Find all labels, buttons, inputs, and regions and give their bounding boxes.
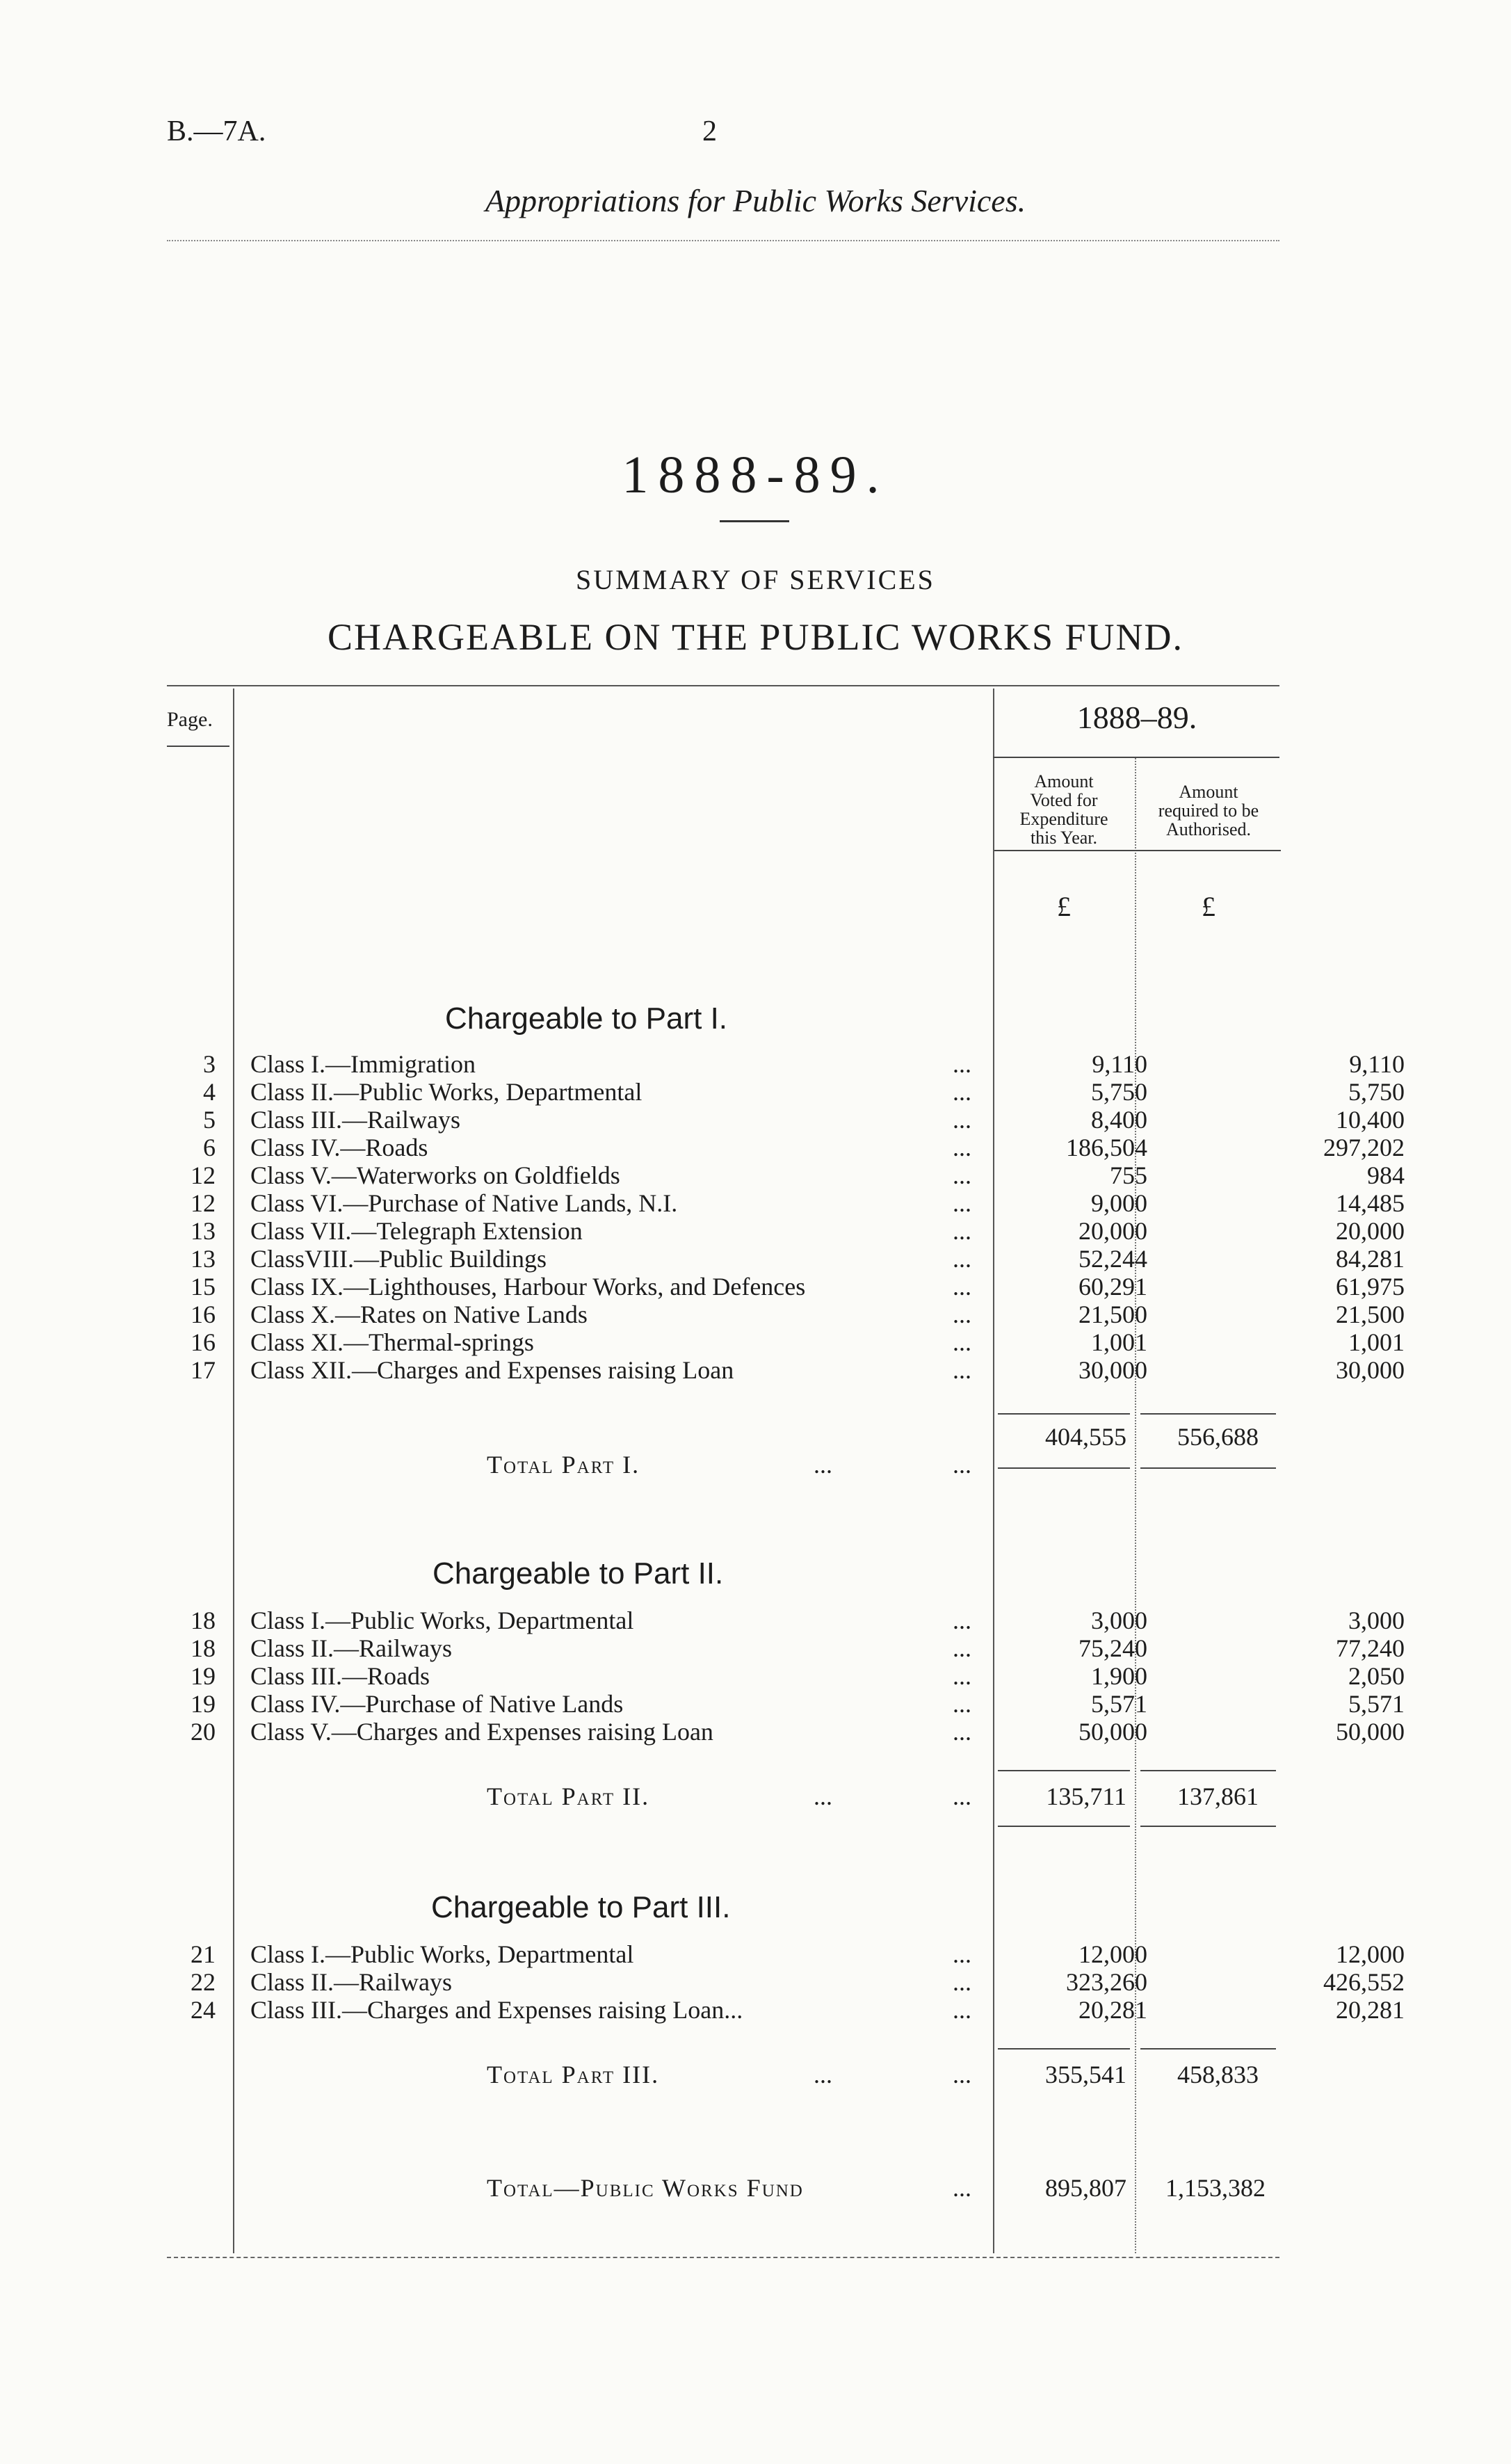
row-amount-required: 5,750: [1348, 1078, 1405, 1106]
row-description: Class IV.—Purchase of Native Lands: [250, 1690, 624, 1718]
part-2-total-underline-voted: [998, 1826, 1130, 1827]
part-1-heading: Chargeable to Part I.: [445, 1001, 728, 1036]
row-dot-leader: ...: [953, 1245, 971, 1273]
currency-symbol-required: £: [1202, 891, 1215, 922]
grand-total-label: Total—Public Works Fund: [487, 2174, 804, 2202]
row-amount-voted: 1,900: [1091, 1662, 1147, 1690]
table-row: [167, 1273, 1405, 1301]
part-1-total-label: Total Part I.: [487, 1451, 640, 1479]
row-dot-leader: ...: [953, 1356, 971, 1384]
table-row: [167, 1690, 1405, 1718]
part-2-total-label: Total Part II.: [487, 1782, 650, 1810]
row-description: Class III.—Charges and Expenses raising Loan...: [250, 1996, 743, 2024]
row-page-ref: 20: [191, 1718, 216, 1746]
grand-total-dots: ...: [953, 2174, 971, 2202]
row-dot-leader: ...: [953, 1662, 971, 1690]
part-1-sum-rule-voted: [998, 1413, 1130, 1415]
table-row: [167, 1217, 1405, 1245]
table-row: [167, 1718, 1405, 1746]
table-row: [167, 1662, 1405, 1690]
row-dot-leader: ...: [953, 1607, 971, 1634]
table-row: [167, 1189, 1405, 1217]
short-divider: [720, 520, 789, 522]
row-dot-leader: ...: [953, 1106, 971, 1134]
row-amount-required: 2,050: [1348, 1662, 1405, 1690]
table-row: [167, 1106, 1405, 1134]
table-row: [167, 1996, 1405, 2024]
row-description: Class VII.—Telegraph Extension: [250, 1217, 583, 1245]
row-amount-required: 61,975: [1336, 1273, 1405, 1301]
row-amount-voted: 5,750: [1091, 1078, 1147, 1106]
currency-symbol-voted: £: [1057, 891, 1071, 922]
part-2-total-required: 137,861: [1177, 1782, 1259, 1810]
row-page-ref: 19: [191, 1690, 216, 1718]
row-page-ref: 16: [191, 1301, 216, 1328]
row-page-ref: 18: [191, 1607, 216, 1634]
part-1-total-required: 556,688: [1177, 1423, 1259, 1451]
year-heading: 1888-89.: [622, 446, 889, 504]
row-amount-voted: 75,240: [1078, 1634, 1147, 1662]
part-1-total-dots-b: ...: [953, 1451, 971, 1479]
row-description: Class X.—Rates on Native Lands: [250, 1301, 588, 1328]
row-amount-required: 297,202: [1323, 1134, 1405, 1161]
row-description: Class II.—Public Works, Departmental: [250, 1078, 643, 1106]
table-top-rule: [167, 685, 1279, 686]
row-amount-required: 20,281: [1336, 1996, 1405, 2024]
row-dot-leader: ...: [953, 1217, 971, 1245]
row-dot-leader: ...: [953, 1189, 971, 1217]
row-amount-required: 14,485: [1336, 1189, 1405, 1217]
row-description: Class IV.—Roads: [250, 1134, 428, 1161]
part-2-total-underline-required: [1140, 1826, 1276, 1827]
part-1-total-underline-voted: [998, 1467, 1130, 1469]
row-amount-voted: 12,000: [1078, 1940, 1147, 1968]
row-description: Class I.—Immigration: [250, 1050, 476, 1078]
part-3-total-dots-b: ...: [953, 2061, 971, 2088]
row-page-ref: 6: [203, 1134, 216, 1161]
part-1-total-voted: 404,555: [1045, 1423, 1126, 1451]
part-1-sum-rule-required: [1140, 1413, 1276, 1415]
part-2-total-dots-b: ...: [953, 1782, 971, 1810]
row-page-ref: 17: [191, 1356, 216, 1384]
row-amount-voted: 755: [1110, 1161, 1147, 1189]
part-3-total-dots-a: ...: [814, 2061, 832, 2088]
row-page-ref: 18: [191, 1634, 216, 1662]
row-page-ref: 12: [191, 1189, 216, 1217]
table-row: [167, 1161, 1405, 1189]
row-amount-voted: 50,000: [1078, 1718, 1147, 1746]
row-dot-leader: ...: [953, 1273, 971, 1301]
row-amount-voted: 21,500: [1078, 1301, 1147, 1328]
voted-column-header: Amount Voted for Expenditure this Year.: [1019, 771, 1108, 848]
row-amount-required: 84,281: [1336, 1245, 1405, 1273]
row-dot-leader: ...: [953, 1134, 971, 1161]
part-2-heading: Chargeable to Part II.: [433, 1556, 724, 1591]
column-header-rule: [994, 850, 1281, 851]
part-1-total-dots-a: ...: [814, 1451, 832, 1479]
row-description: Class VI.—Purchase of Native Lands, N.I.: [250, 1189, 678, 1217]
row-amount-voted: 9,000: [1091, 1189, 1147, 1217]
row-description: Class II.—Railways: [250, 1634, 452, 1662]
year-column-header: 1888–89.: [1076, 700, 1197, 735]
row-amount-required: 10,400: [1336, 1106, 1405, 1134]
row-amount-required: 9,110: [1349, 1050, 1405, 1078]
row-page-ref: 3: [203, 1050, 216, 1078]
row-dot-leader: ...: [953, 1328, 971, 1356]
part-1-total-underline-required: [1140, 1467, 1276, 1469]
row-description: ClassVIII.—Public Buildings: [250, 1245, 547, 1273]
row-dot-leader: ...: [953, 1050, 971, 1078]
part-2-sum-rule-required: [1140, 1770, 1276, 1771]
amount-mid-divider: [1135, 758, 1136, 2253]
row-dot-leader: ...: [953, 1690, 971, 1718]
row-amount-voted: 9,110: [1092, 1050, 1147, 1078]
row-dot-leader: ...: [953, 1078, 971, 1106]
row-amount-required: 1,001: [1348, 1328, 1405, 1356]
row-dot-leader: ...: [953, 1968, 971, 1996]
part-2-total-dots-a: ...: [814, 1782, 832, 1810]
part-3-total-required: 458,833: [1177, 2061, 1259, 2088]
row-page-ref: 13: [191, 1217, 216, 1245]
year-header-rule: [993, 757, 1279, 758]
row-page-ref: 13: [191, 1245, 216, 1273]
row-amount-voted: 20,000: [1078, 1217, 1147, 1245]
table-row: [167, 1607, 1405, 1634]
row-amount-voted: 60,291: [1078, 1273, 1147, 1301]
row-dot-leader: ...: [953, 1940, 971, 1968]
table-row: [167, 1356, 1405, 1384]
table-row: [167, 1050, 1405, 1078]
row-amount-required: 21,500: [1336, 1301, 1405, 1328]
row-description: Class III.—Railways: [250, 1106, 460, 1134]
required-column-header: Amount required to be Authorised.: [1158, 782, 1259, 839]
row-page-ref: 24: [191, 1996, 216, 2024]
document-reference: B.—7A.: [167, 115, 266, 147]
table-row: [167, 1245, 1405, 1273]
row-amount-voted: 52,244: [1078, 1245, 1147, 1273]
table-row: [167, 1134, 1405, 1161]
row-amount-voted: 186,504: [1066, 1134, 1147, 1161]
row-amount-required: 20,000: [1336, 1217, 1405, 1245]
summary-heading: SUMMARY OF SERVICES: [576, 564, 935, 595]
part-3-sum-rule-voted: [998, 2048, 1130, 2050]
row-amount-voted: 323,260: [1066, 1968, 1147, 1996]
row-amount-required: 30,000: [1336, 1356, 1405, 1384]
row-dot-leader: ...: [953, 1161, 971, 1189]
row-description: Class I.—Public Works, Departmental: [250, 1607, 634, 1634]
row-amount-voted: 8,400: [1091, 1106, 1147, 1134]
row-amount-required: 984: [1367, 1161, 1405, 1189]
part-3-total-label: Total Part III.: [487, 2061, 660, 2088]
row-dot-leader: ...: [953, 1996, 971, 2024]
row-page-ref: 15: [191, 1273, 216, 1301]
row-description: Class V.—Charges and Expenses raising Loan: [250, 1718, 713, 1746]
row-description: Class IX.—Lighthouses, Harbour Works, and Defences: [250, 1273, 806, 1301]
row-amount-required: 50,000: [1336, 1718, 1405, 1746]
table-row: [167, 1634, 1405, 1662]
part-3-total-voted: 355,541: [1045, 2061, 1126, 2088]
grand-total-required: 1,153,382: [1165, 2174, 1266, 2202]
table-row: [167, 1301, 1405, 1328]
row-dot-leader: ...: [953, 1634, 971, 1662]
row-description: Class XII.—Charges and Expenses raising Loan: [250, 1356, 734, 1384]
row-amount-required: 3,000: [1348, 1607, 1405, 1634]
page-header-rule: [167, 746, 229, 747]
row-page-ref: 5: [203, 1106, 216, 1134]
row-page-ref: 16: [191, 1328, 216, 1356]
table-row: [167, 1328, 1405, 1356]
row-page-ref: 4: [203, 1078, 216, 1106]
row-amount-voted: 1,001: [1091, 1328, 1147, 1356]
page-number: 2: [702, 115, 717, 147]
page-title: Appropriations for Public Works Services.: [485, 183, 1026, 218]
row-amount-voted: 3,000: [1091, 1607, 1147, 1634]
row-amount-required: 426,552: [1323, 1968, 1405, 1996]
page-column-header: Page.: [167, 708, 213, 731]
row-dot-leader: ...: [953, 1301, 971, 1328]
part-2-total-voted: 135,711: [1046, 1782, 1126, 1810]
row-dot-leader: ...: [953, 1718, 971, 1746]
row-amount-required: 5,571: [1348, 1690, 1405, 1718]
row-page-ref: 21: [191, 1940, 216, 1968]
row-page-ref: 22: [191, 1968, 216, 1996]
row-description: Class III.—Roads: [250, 1662, 430, 1690]
row-amount-voted: 5,571: [1091, 1690, 1147, 1718]
row-description: Class II.—Railways: [250, 1968, 452, 1996]
row-description: Class V.—Waterworks on Goldfields: [250, 1161, 620, 1189]
row-amount-voted: 20,281: [1078, 1996, 1147, 2024]
row-amount-required: 77,240: [1336, 1634, 1405, 1662]
row-description: Class I.—Public Works, Departmental: [250, 1940, 634, 1968]
table-bottom-rule: [167, 2257, 1279, 2258]
part-2-sum-rule-voted: [998, 1770, 1130, 1771]
part-3-heading: Chargeable to Part III.: [431, 1890, 731, 1924]
table-row: [167, 1078, 1405, 1106]
table-row: [167, 1940, 1405, 1968]
row-amount-required: 12,000: [1336, 1940, 1405, 1968]
row-description: Class XI.—Thermal-springs: [250, 1328, 534, 1356]
row-page-ref: 19: [191, 1662, 216, 1690]
header-divider: [167, 240, 1279, 241]
part-3-sum-rule-required: [1140, 2048, 1276, 2050]
fund-heading: CHARGEABLE ON THE PUBLIC WORKS FUND.: [327, 616, 1184, 658]
row-amount-voted: 30,000: [1078, 1356, 1147, 1384]
row-page-ref: 12: [191, 1161, 216, 1189]
grand-total-voted: 895,807: [1045, 2174, 1126, 2202]
table-row: [167, 1968, 1405, 1996]
